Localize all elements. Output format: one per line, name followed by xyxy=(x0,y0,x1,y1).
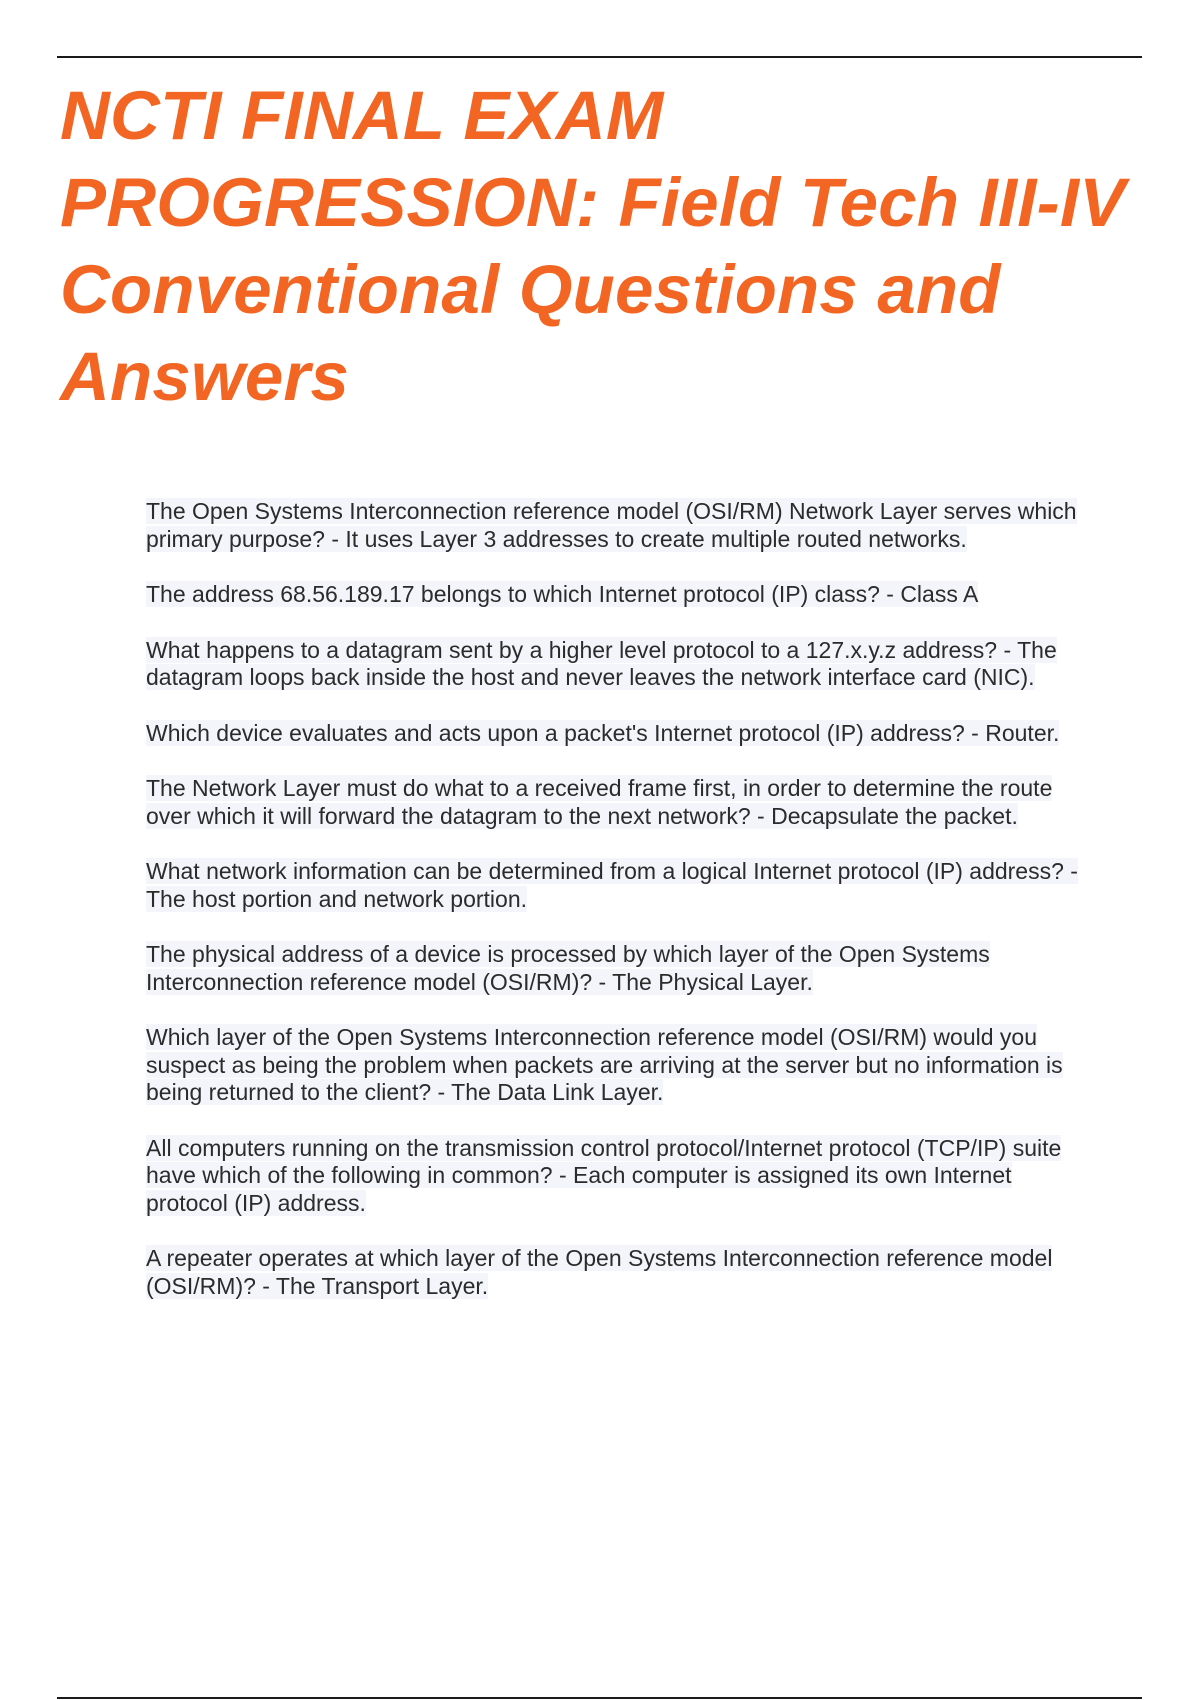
qa-item xyxy=(146,720,1096,748)
qa-item xyxy=(146,637,1096,692)
qa-text: All computers running on the transmission control protocol/Internet protocol (TCP/IP) suite have which of the following in common? - Each computer is assigned its own Internet protocol (IP) address. xyxy=(146,1134,1062,1216)
qa-text: The address 68.56.189.17 belongs to which Internet protocol (IP) class? - Class A xyxy=(146,581,979,607)
qa-item xyxy=(146,858,1096,913)
qa-text: What happens to a datagram sent by a higher level protocol to a 127.x.y.z address? - The datagram loops back inside the host and never leaves the network interface card (NIC). xyxy=(146,636,1057,690)
top-divider xyxy=(57,56,1142,58)
qa-list xyxy=(146,498,1096,1328)
qa-item xyxy=(146,941,1096,996)
qa-item xyxy=(146,1135,1096,1218)
qa-item xyxy=(146,1024,1096,1107)
qa-item xyxy=(146,498,1096,553)
qa-item xyxy=(146,775,1096,830)
qa-text: The physical address of a device is processed by which layer of the Open Systems Interconnection reference model (OSI/RM)? - The Physical Layer. xyxy=(146,941,990,995)
qa-item xyxy=(146,581,1096,609)
qa-text: Which device evaluates and acts upon a packet's Internet protocol (IP) address? - Router. xyxy=(146,719,1060,746)
qa-text: Which layer of the Open Systems Interconnection reference model (OSI/RM) would you suspect as being the problem when packets are arriving at the server but no information is being returned to the client? - The Data Link Layer. xyxy=(146,1024,1063,1105)
qa-item xyxy=(146,1245,1096,1300)
document-title: NCTI FINAL EXAM PROGRESSION: Field Tech III-IV Conventional Questions and Answers xyxy=(60,77,1126,415)
bottom-divider xyxy=(57,1697,1142,1699)
qa-text: The Network Layer must do what to a received frame first, in order to determine the route over which it will forward the datagram to the next network? - Decapsulate the packet. xyxy=(146,775,1053,829)
qa-text: The Open Systems Interconnection reference model (OSI/RM) Network Layer serves which primary purpose? - It uses Layer 3 addresses to create multiple routed networks. xyxy=(146,498,1077,552)
qa-text: What network information can be determined from a logical Internet protocol (IP) address? - The host portion and network portion. xyxy=(146,858,1078,912)
qa-text: A repeater operates at which layer of the Open Systems Interconnection reference model (OSI/RM)? - The Transport Layer. xyxy=(146,1245,1053,1299)
